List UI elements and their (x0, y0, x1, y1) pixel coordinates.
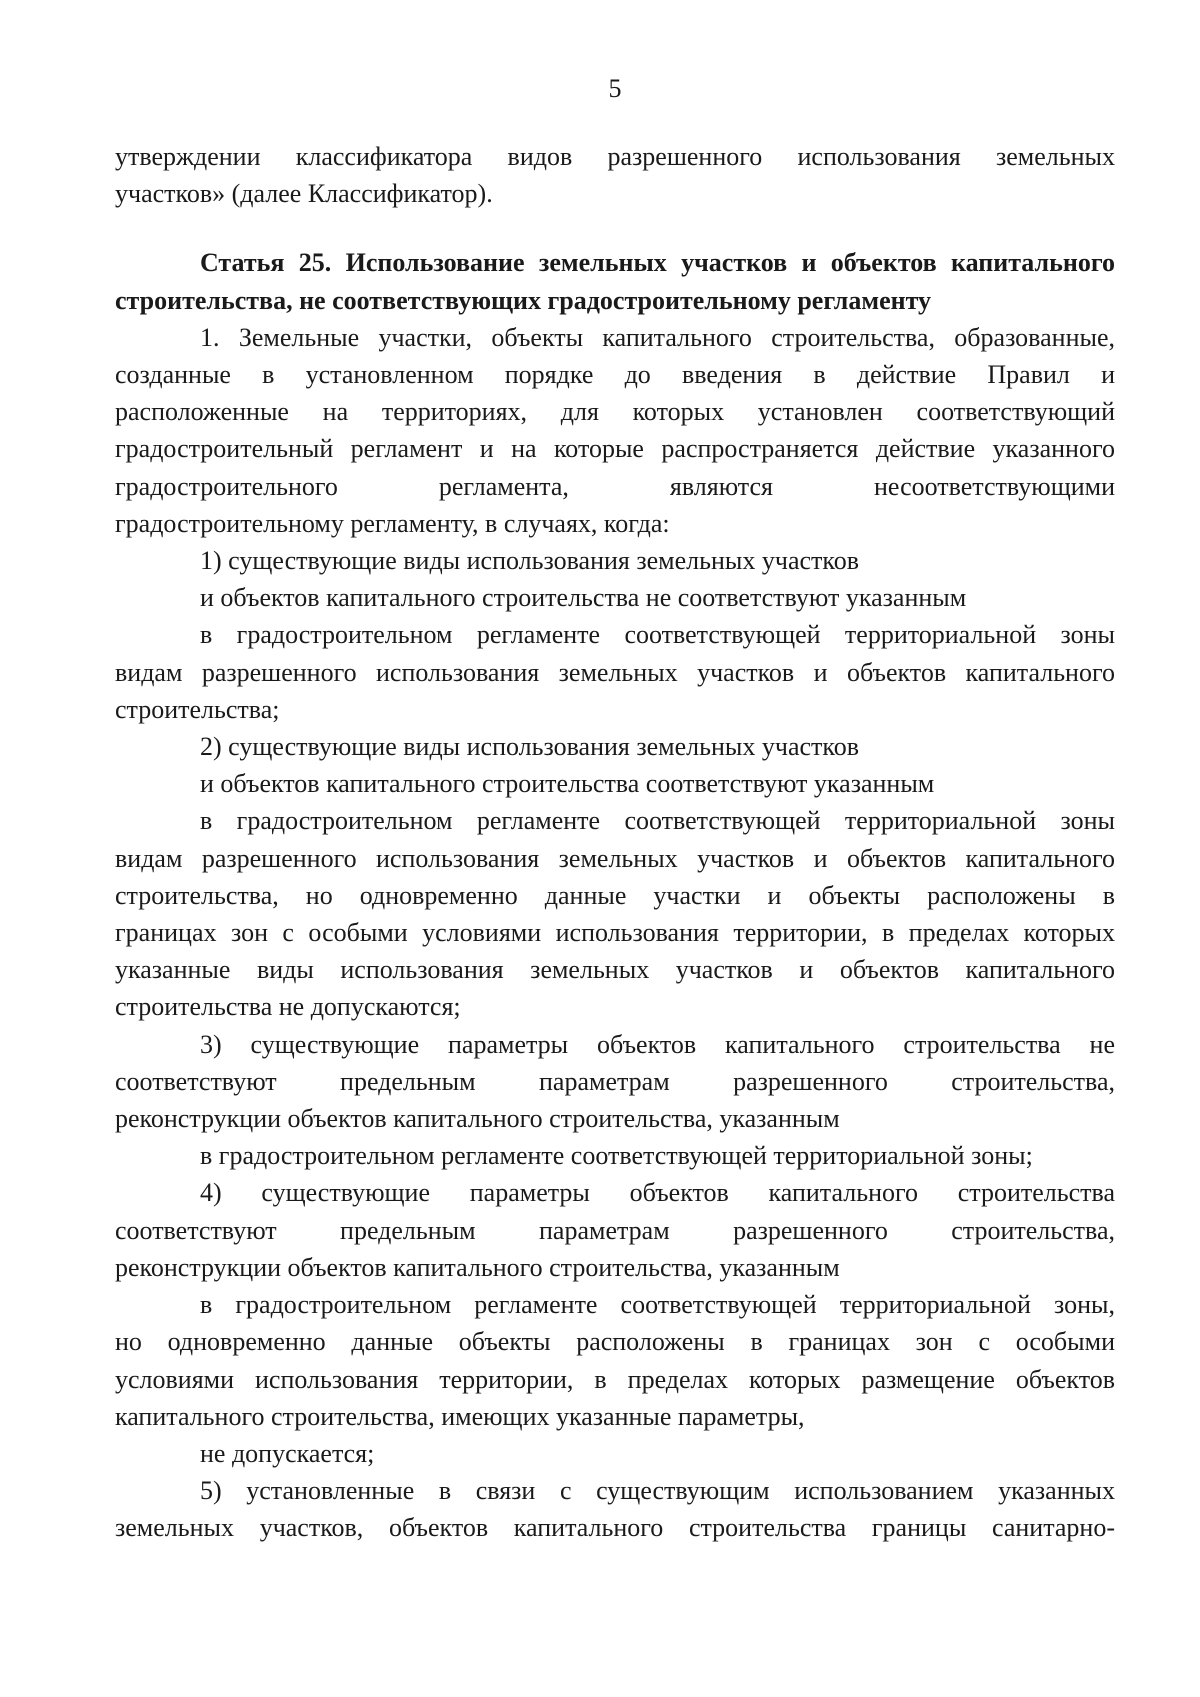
article-heading-line: строительства, не соответствующих градостроительному регламенту (115, 285, 932, 315)
text-line: 3) существующие параметры объектов капитального строительства не (200, 1029, 1115, 1059)
text-line: и объектов капитального строительства не соответствуют указанным (200, 583, 967, 613)
text-line: видам разрешенного использования земельных участков и объектов капитального (115, 843, 1115, 873)
text-line: расположенные на территориях, для которых установлен соответствующий (115, 397, 1115, 427)
text-line: капитального строительства, имеющих указанные параметры, (115, 1401, 805, 1431)
text-line: утверждении классификатора видов разрешенного использования земельных (115, 142, 1115, 171)
text-line: земельных участков, объектов капитального строительства границы санитарно- (115, 1513, 1115, 1543)
text-line: созданные в установленном порядке до введения в действие Правил и (115, 360, 1115, 390)
text-line: 4) существующие параметры объектов капитального строительства (200, 1178, 1115, 1208)
text-line: указанные виды использования земельных участков и объектов капитального (115, 955, 1115, 985)
paragraph-gap (115, 212, 1115, 244)
text-line: 1. Земельные участки, объекты капитального строительства, образованные, (200, 322, 1115, 352)
text-line: границах зон с особыми условиями использования территории, в пределах которых (115, 918, 1115, 948)
article-heading-line: Статья 25. Использование земельных участков и объектов капитального (200, 248, 1115, 278)
text-line: и объектов капитального строительства соответствуют указанным (200, 769, 935, 799)
text-line: реконструкции объектов капитального строительства, указанным (115, 1252, 840, 1282)
text-line: строительства, но одновременно данные участки и объекты расположены в (115, 880, 1115, 910)
text-line: в градостроительном регламенте соответствующей территориальной зоны, (200, 1290, 1115, 1320)
document-body (115, 138, 1115, 1547)
text-line: в градостроительном регламенте соответствующей территориальной зоны (200, 620, 1115, 650)
text-line: 2) существующие виды использования земельных участков (200, 732, 860, 762)
text-line: строительства; (115, 694, 280, 724)
page-number: 5 (608, 74, 622, 103)
text-line: строительства не допускаются; (115, 992, 461, 1022)
text-line: в градостроительном регламенте соответствующей территориальной зоны; (200, 1141, 1033, 1171)
text-line: условиями использования территории, в пределах которых размещение объектов (115, 1364, 1115, 1394)
text-line: в градостроительном регламенте соответствующей территориальной зоны (200, 806, 1115, 836)
text-line: участков» (далее Классификатор). (115, 179, 493, 209)
text-line: 1) существующие виды использования земельных участков (200, 546, 860, 576)
text-line: но одновременно данные объекты расположены в границах зон с особыми (115, 1327, 1115, 1357)
text-line: градостроительному регламенту, в случаях, когда: (115, 508, 670, 538)
text-line: не допускается; (200, 1438, 375, 1468)
text-line: соответствуют предельным параметрам разрешенного строительства, (115, 1066, 1115, 1096)
text-line: 5) установленные в связи с существующим использованием указанных (200, 1476, 1115, 1506)
text-line: градостроительный регламент и на которые распространяется действие указанного (115, 434, 1115, 464)
text-line: реконструкции объектов капитального строительства, указанным (115, 1104, 840, 1134)
text-line: градостроительного регламента, являются несоответствующими (115, 471, 1115, 501)
text-line: видам разрешенного использования земельных участков и объектов капитального (115, 657, 1115, 687)
text-line: соответствуют предельным параметрам разрешенного строительства, (115, 1215, 1115, 1245)
